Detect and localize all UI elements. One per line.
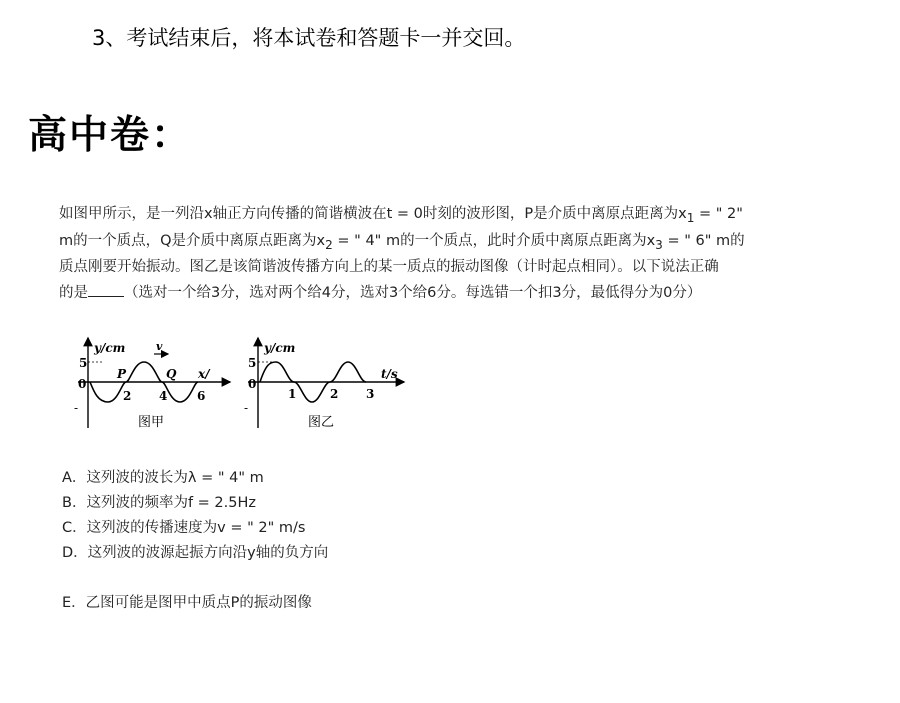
option-d: D．这列波的波源起振方向沿y轴的负方向 xyxy=(62,545,329,561)
question-line-2: m的一个质点，Q是介质中离原点距离为$x_2$ = " 4" m的一个质点，此时介质中离原点距离为$x_3$ = " 6" m的 xyxy=(59,233,745,252)
figure-b-tick-2: 2 xyxy=(330,387,339,401)
figure-a-neg-label: - xyxy=(74,401,79,415)
question-line-4: 的是 （选对一个给3分，选对两个给4分，选对3个给6分。每选错一个扣3分，最低得分为0分） xyxy=(59,285,702,301)
answer-blank xyxy=(88,283,124,297)
figure-b-x-label: t/s xyxy=(381,367,398,381)
figure-b-y-label: y/cm xyxy=(264,341,296,355)
figure-a-amp-label: 5 xyxy=(79,356,88,370)
option-c: C．这列波的传播速度为v = " 2" m/s xyxy=(62,520,306,536)
question-line-3: 质点刚要开始振动。图乙是该简谐波传播方向上的某一质点的振动图像（计时起点相同）。以下说法正确 xyxy=(59,259,719,275)
section-title: 高中卷： xyxy=(28,113,193,158)
figure-a-tick-4: 4 xyxy=(159,389,168,403)
figure-a-x-label: x/ xyxy=(198,367,210,381)
option-a: A．这列波的波长为λ = " 4" m xyxy=(62,470,264,486)
point-q-label: Q xyxy=(166,367,177,381)
figure-b-caption: 图乙 xyxy=(308,415,335,430)
figure-b-tick-3: 3 xyxy=(366,387,375,401)
figure-a-tick-6: 6 xyxy=(197,389,206,403)
figure-a-y-label: y/cm xyxy=(94,341,126,355)
figure-a-wave-graph xyxy=(70,334,235,434)
point-p-label: P xyxy=(117,367,127,381)
exam-instruction-note: 3、考试结束后，将本试卷和答题卡一并交回。 xyxy=(92,26,526,50)
figure-b-origin-label: 0 xyxy=(248,377,257,391)
figure-b-amp-label: 5 xyxy=(248,356,257,370)
figure-a-origin-label: 0 xyxy=(78,377,87,391)
figure-b-neg-label: - xyxy=(244,401,249,415)
figure-a-tick-2: 2 xyxy=(123,389,132,403)
option-e: E．乙图可能是图甲中质点P的振动图像 xyxy=(62,595,312,611)
option-b: B．这列波的频率为f = 2.5Hz xyxy=(62,495,256,511)
question-line-1: 如图甲所示，是一列沿x轴正方向传播的简谐横波在t = 0时刻的波形图，P是介质中离原点距离为$x_1$ = " 2" xyxy=(59,206,743,225)
figure-b-tick-1: 1 xyxy=(288,387,297,401)
figure-a-caption: 图甲 xyxy=(138,415,165,430)
velocity-label: v xyxy=(156,340,163,353)
figure-b-vibration-graph xyxy=(238,334,408,434)
